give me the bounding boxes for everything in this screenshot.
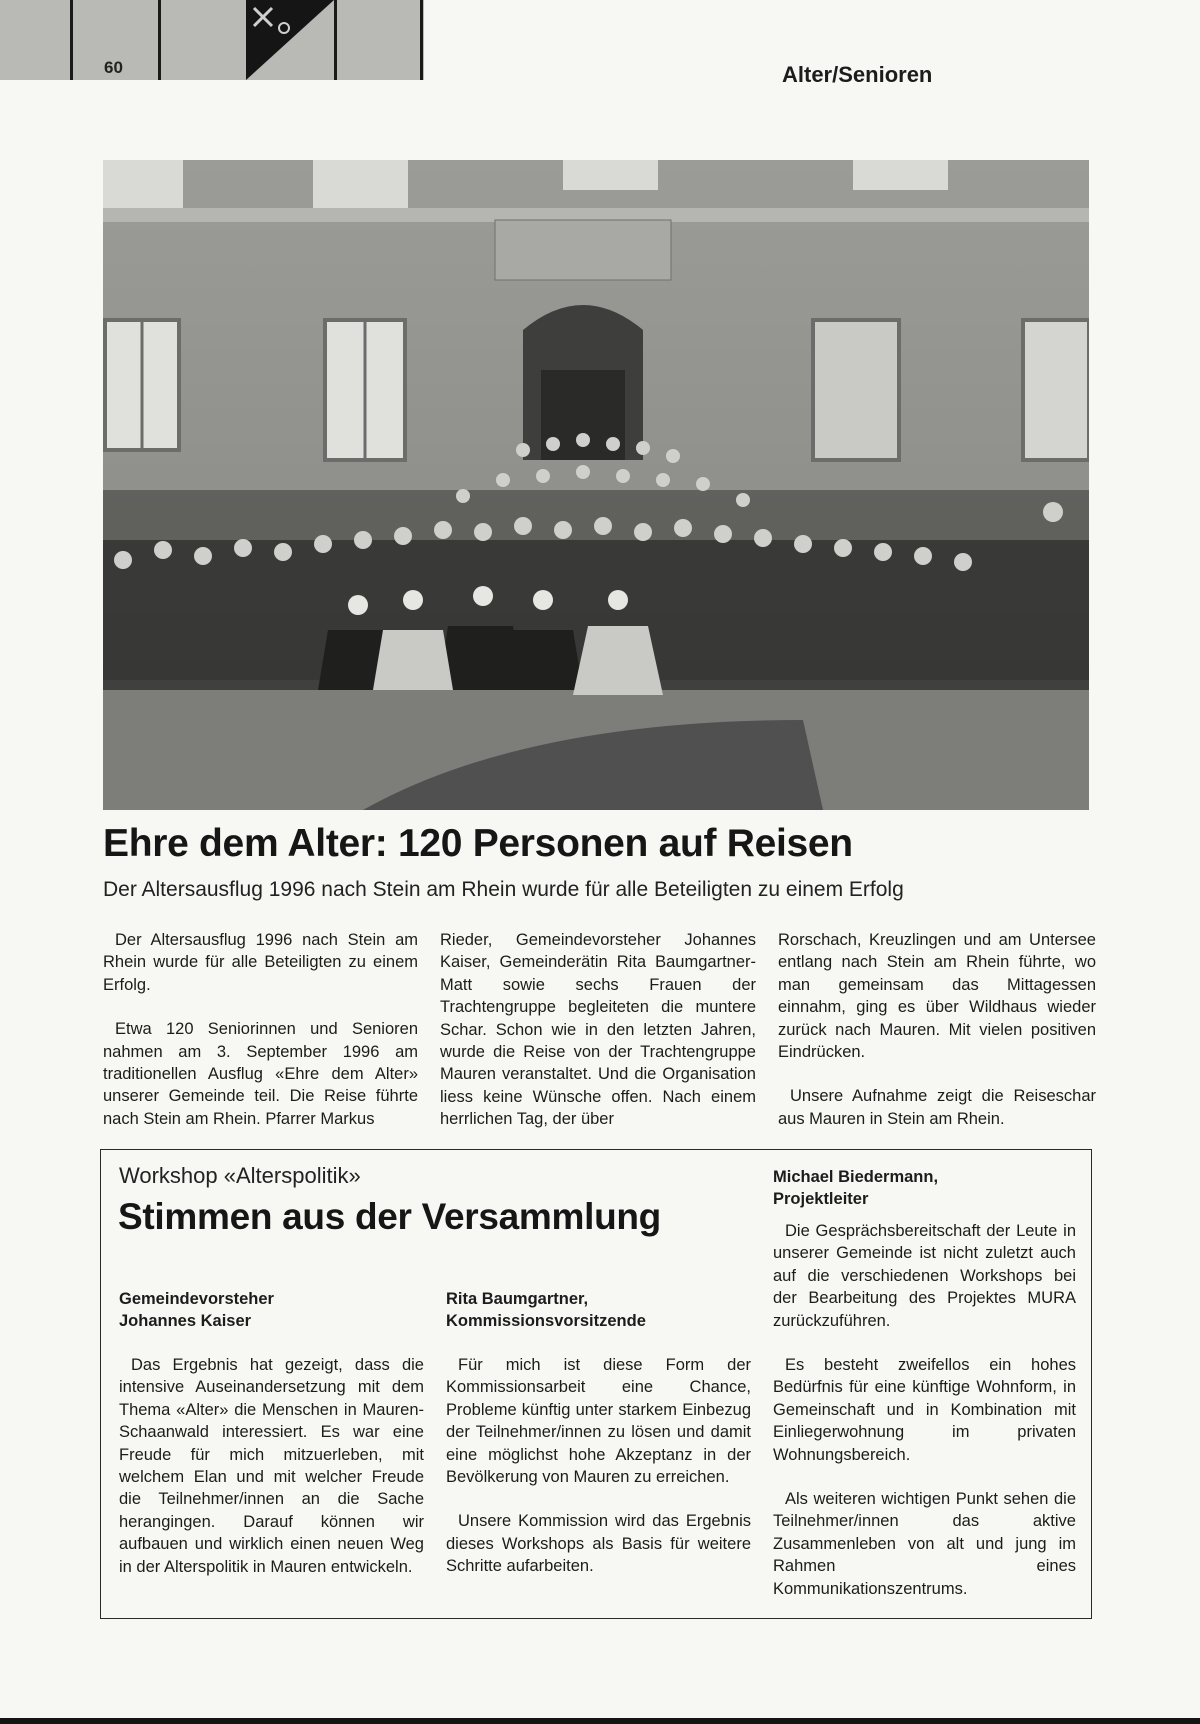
header-divider xyxy=(70,0,73,80)
speaker-name-line: Projektleiter xyxy=(773,1190,869,1208)
speaker-paragraph: Unsere Kommission wird das Ergebnis dieses Workshops als Basis für weitere Schritte aufarbeiten. xyxy=(446,1512,751,1576)
page-bottom-edge xyxy=(0,1718,1200,1724)
speaker-column-2 xyxy=(446,1288,751,1600)
box-title: Stimmen aus der Versammlung xyxy=(118,1196,661,1237)
article-paragraph: Etwa 120 Seniorinnen und Senioren nahmen am 3. September 1996 am traditionellen Ausflug «Ehre dem Alter» unserer Gemeinde teil. Die Reise führte nach Stein am Rhein. Pfarrer Markus xyxy=(103,1020,418,1128)
article-paragraph: Unsere Aufnahme zeigt die Reiseschar aus Mauren in Stein am Rhein. xyxy=(778,1087,1096,1128)
speaker-name xyxy=(446,1288,751,1332)
header-band xyxy=(0,0,424,80)
speaker-name-line: Kommissionsvorsitzende xyxy=(446,1312,646,1330)
article-column-1 xyxy=(103,929,418,1152)
article-paragraph: Rorschach, Kreuzlingen und am Untersee entlang nach Stein am Rhein führte, wo man gemeinsam das Mittagessen einnahm, ging es über Wildhaus wieder zurück nach Mauren. Mit vielen positiven Eindrücken. xyxy=(778,931,1096,1062)
header-divider xyxy=(420,0,423,80)
section-title: Alter/Senioren xyxy=(782,62,933,87)
article-column-3 xyxy=(778,929,1096,1152)
speaker-paragraph: Für mich ist diese Form der Kommissionsarbeit eine Chance, Probleme künftig unter starkem Einbezug der Teilnehmer/innen zu lösen und damit eine möglichst hohe Akzeptanz in der Bevölkerung von Mauren zu erreichen. xyxy=(446,1356,751,1487)
box-kicker: Workshop «Alterspolitik» xyxy=(119,1163,361,1188)
speaker-column-1 xyxy=(119,1288,424,1600)
speaker-paragraph: Das Ergebnis hat gezeigt, dass die intensive Auseinandersetzung mit dem Thema «Alter» die Menschen in Mauren-Schaanwald interessiert. Es war eine Freude für mich mitzuerleben, mit welchem Elan und mit welcher Freude die Teilnehmer/innen an die Sache herangingen. Darauf können wir aufbauen und wirklich einen neuen Weg in der Alterspolitik in Mauren entwickeln. xyxy=(119,1356,424,1576)
header-divider xyxy=(334,0,337,80)
speaker-paragraph: Als weiteren wichtigen Punkt sehen die Teilnehmer/innen das aktive Zusammenleben von alt und jung im Rahmen eines Kommunikationszentrums. xyxy=(773,1490,1076,1598)
speaker-name-line: Johannes Kaiser xyxy=(119,1312,252,1330)
coat-of-arms-icon xyxy=(246,0,334,80)
header-divider xyxy=(158,0,161,80)
speaker-paragraph: Die Gesprächsbereitschaft der Leute in unserer Gemeinde ist nicht zuletzt auch auf die verschiedenen Workshops bei der Bearbeitung des Projektes MURA zurückzuführen. xyxy=(773,1222,1076,1330)
speaker-name-line: Gemeindevorsteher xyxy=(119,1290,274,1308)
speaker-column-3 xyxy=(773,1166,1076,1622)
group-photo xyxy=(103,160,1089,810)
speaker-name-line: Rita Baumgartner, xyxy=(446,1290,589,1308)
article-subtitle: Der Altersausflug 1996 nach Stein am Rhein wurde für alle Beteiligten zu einem Erfolg xyxy=(103,878,904,901)
speaker-name xyxy=(773,1166,1076,1210)
speaker-name-line: Michael Biedermann, xyxy=(773,1168,939,1186)
group-photo-image xyxy=(103,160,1089,810)
page-number: 60 xyxy=(104,58,123,77)
article-column-2 xyxy=(440,929,756,1153)
speaker-name xyxy=(119,1288,424,1332)
speaker-paragraph: Es besteht zweifellos ein hohes Bedürfnis für eine künftige Wohnform, in Gemeinschaft und in Kombination mit Einliegerwohnung im privaten Wohnungsbereich. xyxy=(773,1356,1076,1464)
article-paragraph: Rieder, Gemeindevorsteher Johannes Kaiser, Gemeinderätin Rita Baumgartner-Matt sowie sechs Frauen der Trachtengruppe begleiteten die muntere Schar. Schon wie in den letzten Jahren, wurde die Reise von der Trachtengruppe Mauren veranstaltet. Und die Organisation liess keine Wünsche offen. Nach einem herrlichen Tag, der über xyxy=(440,931,756,1129)
article-paragraph: Der Altersausflug 1996 nach Stein am Rhein wurde für alle Beteiligten zu einem Erfolg. xyxy=(103,931,418,994)
article-headline: Ehre dem Alter: 120 Personen auf Reisen xyxy=(103,822,853,865)
